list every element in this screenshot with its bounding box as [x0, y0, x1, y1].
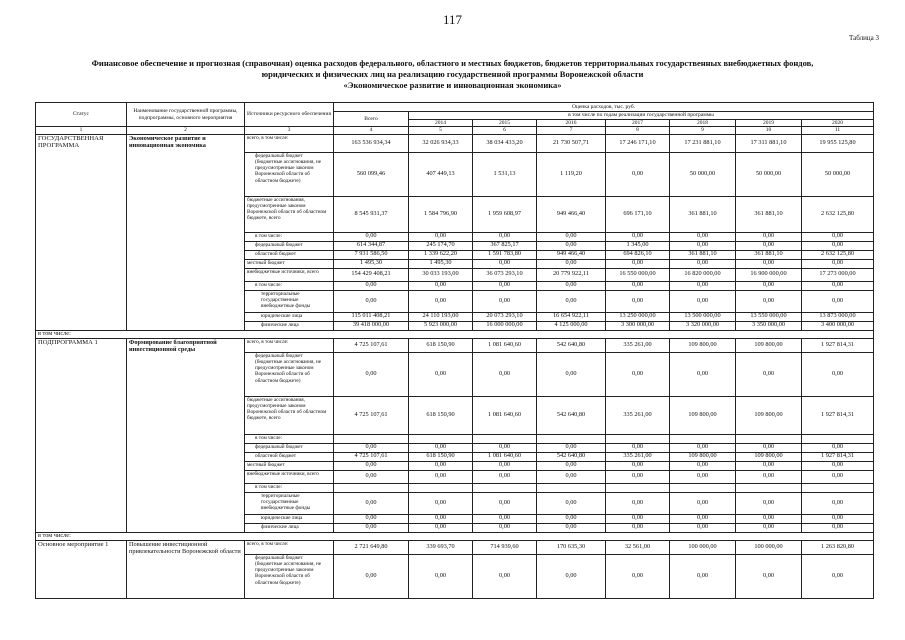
cell-year-value: 0,00 [537, 290, 606, 312]
cell-year-value: 1 119,20 [537, 152, 606, 196]
cell-year-value: 361 881,10 [670, 250, 736, 259]
cell-year-value: 0,00 [537, 443, 606, 452]
row-funding-source: физические лица [245, 523, 334, 532]
cell-year-value: 0,00 [670, 281, 736, 290]
row-funding-source: в том числе: [245, 281, 334, 290]
header-year: 2015 [473, 119, 537, 127]
row-status: Основное мероприятие 1 [36, 540, 127, 598]
row-funding-source: областной бюджет [245, 452, 334, 461]
cell-year-value [736, 434, 802, 443]
cell-year-value: 0,00 [473, 290, 537, 312]
cell-total: 0,00 [334, 281, 409, 290]
cell-year-value: 0,00 [802, 290, 874, 312]
table-row [36, 134, 874, 152]
cell-year-value: 542 640,80 [537, 396, 606, 434]
cell-year-value: 335 261,00 [606, 396, 670, 434]
cell-year-value: 542 640,80 [537, 452, 606, 461]
cell-year-value: 407 449,13 [409, 152, 473, 196]
cell-year-value [473, 483, 537, 492]
cell-total: 0,00 [334, 461, 409, 470]
cell-year-value: 0,00 [802, 514, 874, 523]
header-total: Всего [334, 112, 409, 127]
cell-total: 4 725 107,61 [334, 396, 409, 434]
table-header [36, 103, 874, 135]
cell-year-value: 5 923 000,00 [409, 321, 473, 330]
cell-year-value: 0,00 [736, 232, 802, 241]
cell-year-value: 0,00 [802, 352, 874, 396]
cell-year-value [537, 483, 606, 492]
cell-year-value: 3 320 000,00 [670, 321, 736, 330]
cell-year-value: 0,00 [736, 523, 802, 532]
cell-year-value: 335 261,00 [606, 338, 670, 352]
cell-year-value: 109 800,00 [670, 338, 736, 352]
cell-year-value [409, 434, 473, 443]
cell-year-value: 109 800,00 [670, 396, 736, 434]
cell-year-value: 618 150,90 [409, 338, 473, 352]
cell-year-value: 367 825,17 [473, 241, 537, 250]
cell-year-value: 109 800,00 [670, 452, 736, 461]
cell-year-value: 1 263 820,80 [802, 540, 874, 554]
cell-year-value [606, 434, 670, 443]
row-funding-source: всего, в том числе: [245, 540, 334, 554]
row-funding-source: федеральный бюджет [245, 241, 334, 250]
cell-year-value: 20 073 293,10 [473, 312, 537, 321]
cell-year-value: 0,00 [409, 232, 473, 241]
cell-year-value: 361 881,10 [736, 196, 802, 232]
cell-year-value [670, 483, 736, 492]
heading-line-2: юридических и физических лиц на реализацию государственной программы Воронежской области [261, 69, 644, 79]
cell-year-value: 0,00 [670, 492, 736, 514]
cell-year-value: 0,00 [537, 352, 606, 396]
including-label: в том числе: [36, 330, 874, 338]
cell-year-value: 361 881,10 [736, 250, 802, 259]
cell-year-value [473, 434, 537, 443]
budget-table [35, 102, 874, 599]
cell-year-value: 0,00 [736, 241, 802, 250]
cell-year-value: 32 561,00 [606, 540, 670, 554]
heading-line-3: «Экономическое развитие и инновационная экономика» [343, 80, 562, 90]
cell-total: 0,00 [334, 470, 409, 483]
cell-year-value: 0,00 [670, 290, 736, 312]
cell-year-value: 2 632 125,80 [802, 250, 874, 259]
cell-year-value: 0,00 [473, 281, 537, 290]
cell-year-value: 0,00 [670, 241, 736, 250]
cell-year-value: 618 150,90 [409, 396, 473, 434]
cell-year-value: 17 246 171,10 [606, 134, 670, 152]
header-status: Статус [36, 103, 127, 127]
cell-year-value: 0,00 [409, 443, 473, 452]
cell-total: 0,00 [334, 554, 409, 598]
cell-year-value: 38 034 433,20 [473, 134, 537, 152]
header-source: Источники ресурсного обеспечения [245, 103, 334, 127]
heading-line-1: Финансовое обеспечение и прогнозная (справочная) оценка расходов федерального, областного и местных бюджетов, бюджетов территориальных государственных внебюджетных фондов, [91, 58, 814, 68]
cell-year-value: 1 531,13 [473, 152, 537, 196]
document-heading [40, 58, 865, 91]
table-body [36, 134, 874, 598]
row-funding-source: бюджетные ассигнования, предусмотренные законом Воронежской области об областном бюджете, всего [245, 396, 334, 434]
cell-total: 4 725 107,61 [334, 338, 409, 352]
cell-year-value: 0,00 [606, 554, 670, 598]
cell-total: 0,00 [334, 290, 409, 312]
cell-year-value: 0,00 [736, 259, 802, 268]
cell-year-value: 17 273 000,00 [802, 268, 874, 281]
col-number: 9 [670, 127, 736, 135]
table-row [36, 532, 874, 540]
cell-total: 0,00 [334, 352, 409, 396]
cell-total: 0,00 [334, 514, 409, 523]
header-year: 2018 [670, 119, 736, 127]
cell-year-value: 0,00 [736, 281, 802, 290]
cell-year-value: 0,00 [606, 461, 670, 470]
row-funding-source: местный бюджет [245, 259, 334, 268]
cell-year-value: 0,00 [537, 461, 606, 470]
table-label: Таблица 3 [849, 34, 879, 42]
row-funding-source: юридические лица [245, 312, 334, 321]
cell-total: 39 418 000,00 [334, 321, 409, 330]
col-number: 2 [127, 127, 245, 135]
cell-year-value: 0,00 [802, 523, 874, 532]
cell-year-value: 949 466,40 [537, 196, 606, 232]
cell-year-value: 0,00 [537, 470, 606, 483]
cell-year-value: 0,00 [537, 492, 606, 514]
row-program-name: Формирование благоприятной инвестиционной среды [127, 338, 245, 532]
cell-year-value: 1 339 622,20 [409, 250, 473, 259]
cell-total: 0,00 [334, 232, 409, 241]
cell-total [334, 483, 409, 492]
row-funding-source: областной бюджет [245, 250, 334, 259]
cell-year-value: 109 800,00 [736, 452, 802, 461]
cell-year-value: 0,00 [409, 461, 473, 470]
cell-total [334, 434, 409, 443]
cell-year-value: 0,00 [606, 523, 670, 532]
cell-total: 560 099,46 [334, 152, 409, 196]
cell-year-value: 0,00 [802, 281, 874, 290]
cell-year-value: 100 000,00 [736, 540, 802, 554]
header-year: 2016 [537, 119, 606, 127]
cell-year-value: 0,00 [473, 461, 537, 470]
cell-total: 154 429 408,21 [334, 268, 409, 281]
cell-year-value: 50 000,00 [802, 152, 874, 196]
cell-year-value: 0,00 [670, 554, 736, 598]
col-number: 7 [537, 127, 606, 135]
cell-year-value: 361 881,10 [670, 196, 736, 232]
cell-year-value: 17 231 881,10 [670, 134, 736, 152]
cell-year-value: 16 550 000,00 [606, 268, 670, 281]
cell-year-value: 1 584 796,90 [409, 196, 473, 232]
row-funding-source: местный бюджет [245, 461, 334, 470]
cell-year-value: 16 654 922,11 [537, 312, 606, 321]
cell-year-value: 542 640,80 [537, 338, 606, 352]
cell-year-value: 21 730 507,71 [537, 134, 606, 152]
cell-year-value: 0,00 [802, 241, 874, 250]
cell-year-value: 3 400 000,00 [802, 321, 874, 330]
row-status: ПОДПРОГРАММА 1 [36, 338, 127, 532]
col-number: 5 [409, 127, 473, 135]
cell-year-value: 0,00 [537, 514, 606, 523]
cell-year-value: 0,00 [802, 492, 874, 514]
cell-year-value: 4 125 000,00 [537, 321, 606, 330]
cell-year-value: 0,00 [736, 470, 802, 483]
cell-total: 115 011 408,21 [334, 312, 409, 321]
cell-year-value: 0,00 [473, 470, 537, 483]
cell-year-value: 0,00 [409, 281, 473, 290]
cell-year-value [736, 483, 802, 492]
cell-total: 4 725 107,61 [334, 452, 409, 461]
cell-year-value: 0,00 [473, 352, 537, 396]
cell-year-value: 0,00 [409, 352, 473, 396]
cell-year-value: 0,00 [606, 470, 670, 483]
cell-year-value: 13 500 000,00 [670, 312, 736, 321]
cell-total: 0,00 [334, 443, 409, 452]
cell-year-value: 0,00 [537, 232, 606, 241]
cell-year-value: 0,00 [802, 443, 874, 452]
cell-year-value: 0,00 [736, 492, 802, 514]
cell-year-value: 1 081 640,60 [473, 396, 537, 434]
cell-year-value: 0,00 [606, 514, 670, 523]
cell-total: 0,00 [334, 492, 409, 514]
cell-year-value [409, 483, 473, 492]
row-funding-source: федеральный бюджет (бюджетные ассигнования, не предусмотренные законом Воронежской области об областном бюджете) [245, 554, 334, 598]
row-funding-source: внебюджетные источники, всего [245, 470, 334, 483]
cell-year-value: 0,00 [606, 259, 670, 268]
cell-year-value: 1 591 783,80 [473, 250, 537, 259]
page-number: 117 [442, 12, 463, 27]
cell-total: 1 495,30 [334, 259, 409, 268]
cell-year-value: 109 800,00 [736, 338, 802, 352]
header-including-years: в том числе по годам реализации государственной программы [409, 112, 874, 120]
col-number: 6 [473, 127, 537, 135]
cell-year-value: 13 550 000,00 [736, 312, 802, 321]
cell-year-value: 19 955 125,80 [802, 134, 874, 152]
row-funding-source: федеральный бюджет [245, 443, 334, 452]
cell-year-value: 16 820 000,00 [670, 268, 736, 281]
cell-year-value: 0,00 [606, 232, 670, 241]
header-name: Наименование государственной программы, подпрограммы, основного мероприятия [127, 103, 245, 127]
cell-year-value: 16 000 000,00 [473, 321, 537, 330]
cell-year-value: 0,00 [670, 259, 736, 268]
cell-year-value: 1 081 640,60 [473, 452, 537, 461]
cell-year-value: 696 171,10 [606, 196, 670, 232]
cell-total: 0,00 [334, 523, 409, 532]
cell-year-value: 13 250 000,00 [606, 312, 670, 321]
cell-year-value: 13 873 000,00 [802, 312, 874, 321]
cell-year-value: 0,00 [802, 232, 874, 241]
cell-year-value: 0,00 [736, 290, 802, 312]
cell-year-value: 16 900 000,00 [736, 268, 802, 281]
cell-year-value: 339 693,70 [409, 540, 473, 554]
table-row [36, 540, 874, 554]
cell-year-value: 0,00 [670, 443, 736, 452]
col-number: 11 [802, 127, 874, 135]
cell-year-value: 0,00 [606, 152, 670, 196]
col-number: 10 [736, 127, 802, 135]
cell-year-value: 0,00 [537, 259, 606, 268]
cell-year-value: 618 150,90 [409, 452, 473, 461]
cell-year-value: 50 000,00 [670, 152, 736, 196]
cell-year-value: 0,00 [537, 554, 606, 598]
table-row [36, 338, 874, 352]
row-status: ГОСУДАРСТВЕННАЯ ПРОГРАММА [36, 134, 127, 330]
cell-total: 8 545 931,37 [334, 196, 409, 232]
cell-year-value: 0,00 [409, 290, 473, 312]
cell-year-value: 0,00 [537, 523, 606, 532]
header-year: 2019 [736, 119, 802, 127]
cell-year-value: 0,00 [670, 523, 736, 532]
cell-year-value: 0,00 [606, 281, 670, 290]
cell-year-value: 245 174,70 [409, 241, 473, 250]
cell-year-value: 694 826,10 [606, 250, 670, 259]
cell-year-value: 0,00 [409, 492, 473, 514]
cell-total: 163 536 934,34 [334, 134, 409, 152]
cell-year-value: 0,00 [670, 232, 736, 241]
row-funding-source: юридические лица [245, 514, 334, 523]
cell-year-value: 0,00 [473, 443, 537, 452]
cell-year-value: 0,00 [473, 492, 537, 514]
cell-year-value: 0,00 [802, 461, 874, 470]
cell-year-value: 0,00 [736, 461, 802, 470]
cell-year-value: 0,00 [409, 554, 473, 598]
cell-year-value: 0,00 [606, 290, 670, 312]
cell-year-value: 0,00 [473, 523, 537, 532]
cell-year-value: 0,00 [409, 514, 473, 523]
cell-year-value: 32 026 934,33 [409, 134, 473, 152]
cell-year-value: 0,00 [409, 470, 473, 483]
row-funding-source: в том числе: [245, 483, 334, 492]
cell-total: 2 721 649,80 [334, 540, 409, 554]
row-funding-source: бюджетные ассигнования, предусмотренные законом Воронежской области об областном бюджете, всего [245, 196, 334, 232]
row-funding-source: территориальные государственные внебюджетные фонды [245, 492, 334, 514]
table-row [36, 330, 874, 338]
header-year: 2014 [409, 119, 473, 127]
cell-year-value: 1 495,30 [409, 259, 473, 268]
cell-year-value: 714 939,60 [473, 540, 537, 554]
col-number: 8 [606, 127, 670, 135]
cell-year-value: 0,00 [537, 241, 606, 250]
cell-year-value: 0,00 [802, 554, 874, 598]
cell-year-value: 0,00 [537, 281, 606, 290]
cell-total: 7 931 586,50 [334, 250, 409, 259]
cell-year-value: 0,00 [473, 259, 537, 268]
cell-year-value [802, 434, 874, 443]
header-year: 2017 [606, 119, 670, 127]
cell-year-value: 0,00 [670, 470, 736, 483]
cell-year-value: 109 800,00 [736, 396, 802, 434]
cell-year-value: 1 081 640,60 [473, 338, 537, 352]
row-funding-source: в том числе: [245, 434, 334, 443]
cell-year-value [670, 434, 736, 443]
cell-year-value: 0,00 [736, 554, 802, 598]
cell-year-value: 3 350 000,00 [736, 321, 802, 330]
cell-year-value: 0,00 [736, 352, 802, 396]
cell-year-value: 1 345,00 [606, 241, 670, 250]
cell-year-value: 0,00 [473, 514, 537, 523]
row-funding-source: всего, в том числе: [245, 134, 334, 152]
col-number: 3 [245, 127, 334, 135]
cell-year-value: 0,00 [670, 514, 736, 523]
row-program-name: Повышение инвестиционной привлекательности Воронежской области [127, 540, 245, 598]
row-funding-source: федеральный бюджет (бюджетные ассигнования, не предусмотренные законом Воронежской области об областном бюджете) [245, 152, 334, 196]
row-funding-source: территориальные государственные внебюджетные фонды [245, 290, 334, 312]
cell-year-value: 2 632 125,80 [802, 196, 874, 232]
cell-year-value: 3 300 000,00 [606, 321, 670, 330]
cell-year-value: 0,00 [473, 232, 537, 241]
row-program-name: Экономическое развитие и инновационная экономика [127, 134, 245, 330]
cell-year-value: 1 927 814,31 [802, 452, 874, 461]
row-funding-source: внебюджетные источники, всего [245, 268, 334, 281]
cell-year-value [802, 483, 874, 492]
cell-year-value: 0,00 [736, 443, 802, 452]
cell-year-value: 170 635,30 [537, 540, 606, 554]
cell-year-value: 335 261,00 [606, 452, 670, 461]
cell-year-value: 100 000,00 [670, 540, 736, 554]
cell-year-value: 0,00 [473, 554, 537, 598]
including-label: в том числе: [36, 532, 874, 540]
cell-year-value [537, 434, 606, 443]
cell-year-value: 0,00 [802, 470, 874, 483]
cell-year-value: 0,00 [670, 461, 736, 470]
cell-year-value: 24 110 193,00 [409, 312, 473, 321]
cell-year-value: 0,00 [606, 352, 670, 396]
cell-year-value [606, 483, 670, 492]
header-year: 2020 [802, 119, 874, 127]
row-funding-source: в том числе: [245, 232, 334, 241]
cell-year-value: 1 927 814,31 [802, 396, 874, 434]
cell-year-value: 0,00 [409, 523, 473, 532]
row-funding-source: физические лица [245, 321, 334, 330]
row-funding-source: всего, в том числе: [245, 338, 334, 352]
cell-year-value: 0,00 [802, 259, 874, 268]
cell-year-value: 50 000,00 [736, 152, 802, 196]
cell-year-value: 0,00 [670, 352, 736, 396]
row-funding-source: федеральный бюджет (бюджетные ассигнования, не предусмотренные законом Воронежской области об областном бюджете) [245, 352, 334, 396]
cell-total: 614 344,87 [334, 241, 409, 250]
cell-year-value: 949 466,40 [537, 250, 606, 259]
cell-year-value: 17 311 881,10 [736, 134, 802, 152]
cell-year-value: 0,00 [606, 443, 670, 452]
cell-year-value: 36 073 293,10 [473, 268, 537, 281]
col-number: 4 [334, 127, 409, 135]
cell-year-value: 0,00 [606, 492, 670, 514]
cell-year-value: 20 779 922,11 [537, 268, 606, 281]
cell-year-value: 1 959 608,97 [473, 196, 537, 232]
cell-year-value: 0,00 [736, 514, 802, 523]
cell-year-value: 1 927 814,31 [802, 338, 874, 352]
col-number: 1 [36, 127, 127, 135]
header-estimate: Оценка расходов, тыс. руб. [334, 103, 874, 112]
cell-year-value: 30 033 193,00 [409, 268, 473, 281]
